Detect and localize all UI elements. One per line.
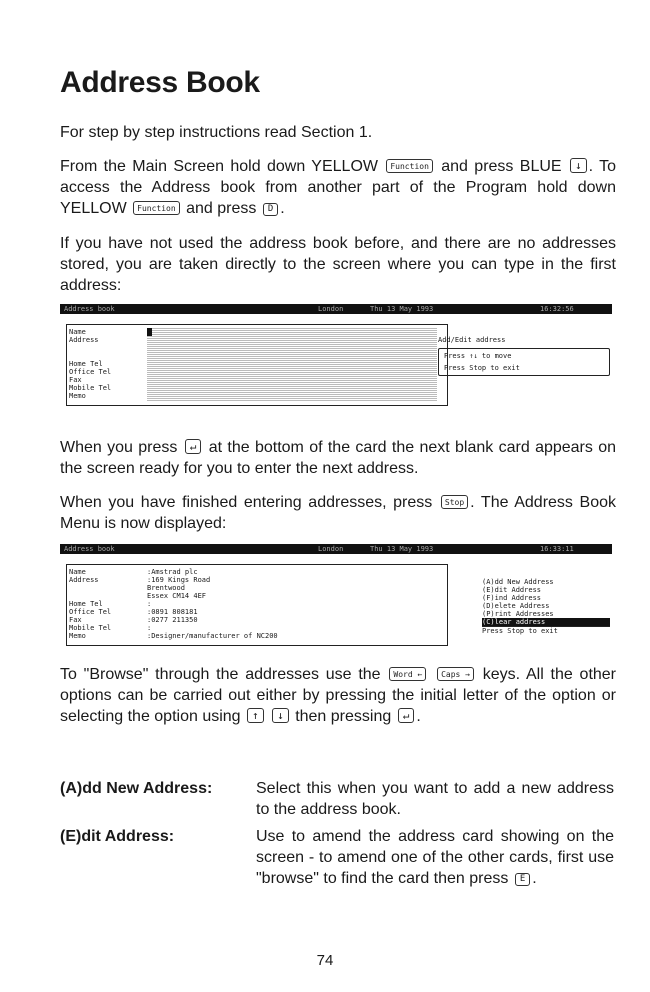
field-label: Home Tel xyxy=(69,600,103,608)
field-label xyxy=(69,584,111,592)
screen-address-menu xyxy=(60,544,612,652)
menu-box xyxy=(438,348,610,376)
page-title: Address Book xyxy=(60,66,260,99)
menu-hint: Press Stop to exit xyxy=(444,364,520,372)
field-labels xyxy=(69,568,111,640)
browse-text-4: . xyxy=(416,708,421,725)
menu-item-add[interactable]: (A)dd New Address xyxy=(482,578,554,586)
field-label: Memo xyxy=(69,392,86,400)
blue-down-key-icon: ↓ xyxy=(570,158,587,173)
definition-desc-text: Use to amend the address card showing on the screen - to amend one of the other cards, first use "browse" to find the card then press xyxy=(256,828,614,887)
field-label: Fax xyxy=(69,616,82,624)
status-bar-2 xyxy=(60,544,612,554)
field-label: Address xyxy=(69,336,99,344)
enter-key-icon: ↵ xyxy=(185,439,202,454)
definition-desc-end: . xyxy=(532,870,537,887)
field-label: Office Tel xyxy=(69,608,112,616)
field-value-memo[interactable]: :Designer/manufacturer of NC200 xyxy=(147,632,278,640)
down-arrow-key-icon: ↓ xyxy=(272,708,289,723)
screen-add-address xyxy=(60,304,612,414)
not-used-paragraph: If you have not used the address book before, and there are no addresses stored, you are taken directly to the screen where you can type in the first address: xyxy=(60,235,616,294)
d-key-icon: D xyxy=(263,203,278,216)
status-time: 16:33:11 xyxy=(540,545,574,553)
browse-text-3: then pressing xyxy=(295,708,392,725)
menu-item-print[interactable]: (P)rint Addresses xyxy=(482,610,554,618)
menu-stop-hint: Press Stop to exit xyxy=(482,626,610,635)
after-enter-text-1: When you press xyxy=(60,439,178,456)
access-text-1: From the Main Screen hold down YELLOW xyxy=(60,158,378,175)
address-card xyxy=(66,324,448,406)
field-value-name[interactable]: :Amstrad plc xyxy=(147,568,198,576)
access-text-5: . xyxy=(280,200,285,217)
status-date: Thu 13 May 1993 xyxy=(370,305,434,313)
field-value-address[interactable]: Essex CM14 4EF xyxy=(147,592,207,600)
field-value-office-tel[interactable]: :0891 808181 xyxy=(147,608,198,616)
field-labels xyxy=(69,328,111,400)
finished-text-1: When you have finished entering addresses, press xyxy=(60,494,433,511)
word-left-key-icon: Word ← xyxy=(389,667,426,681)
access-text-3: . To access the Address book from another part of the Program hold down YELLOW xyxy=(60,158,616,217)
field-label: Memo xyxy=(69,632,86,640)
status-app-name: Address book xyxy=(64,305,115,313)
menu-item-edit[interactable]: (E)dit Address xyxy=(482,586,542,594)
status-date: Thu 13 May 1993 xyxy=(370,545,434,553)
field-values xyxy=(147,568,278,640)
status-app-name: Address book xyxy=(64,545,115,553)
field-label xyxy=(69,352,111,360)
browse-text-1: To "Browse" through the addresses use the xyxy=(60,666,381,683)
field-label xyxy=(69,592,111,600)
function-key-icon-2: Function xyxy=(133,201,180,215)
field-label: Address xyxy=(69,576,99,584)
browse-text-2: keys. All the other options can be carried out either by pressing the initial letter of the option or selecting the option using xyxy=(60,666,617,725)
menu-item-clear[interactable]: (C)lear address xyxy=(482,618,610,626)
access-text-4: and press xyxy=(186,200,257,217)
field-label: Name xyxy=(69,328,86,336)
field-value-home-tel[interactable]: : xyxy=(147,600,152,608)
enter-key-icon-2: ↵ xyxy=(398,708,415,723)
empty-field-area[interactable] xyxy=(147,327,437,401)
after-enter-paragraph xyxy=(60,437,616,479)
status-time: 16:32:56 xyxy=(540,305,574,313)
menu-item-delete[interactable]: (D)elete Address xyxy=(482,602,550,610)
definition-desc xyxy=(256,826,614,889)
status-location: London xyxy=(318,545,344,553)
definition-term: (A)dd New Address: xyxy=(60,780,213,797)
address-book-menu xyxy=(482,578,610,635)
page-number: 74 xyxy=(316,952,334,969)
menu-title: Add/Edit address xyxy=(438,336,506,344)
field-label: Home Tel xyxy=(69,360,103,368)
field-value-mobile-tel[interactable]: : xyxy=(147,624,152,632)
field-value-address[interactable]: :169 Kings Road xyxy=(147,576,211,584)
menu-hint: Press ↑↓ to move xyxy=(444,352,512,360)
finished-paragraph xyxy=(60,492,616,534)
definition-desc: Select this when you want to add a new address to the address book. xyxy=(256,780,614,818)
caps-right-key-icon: Caps → xyxy=(437,667,474,681)
e-key-icon: E xyxy=(515,873,530,886)
field-label: Fax xyxy=(69,376,82,384)
access-paragraph xyxy=(60,156,616,219)
intro-paragraph: For step by step instructions read Section 1. xyxy=(60,124,373,141)
field-label: Mobile Tel xyxy=(69,624,112,632)
field-label: Mobile Tel xyxy=(69,384,112,392)
status-location: London xyxy=(318,305,344,313)
field-label xyxy=(69,344,111,352)
menu-item-find[interactable]: (F)ind Address xyxy=(482,594,542,602)
stop-key-icon: Stop xyxy=(441,495,468,509)
add-edit-menu xyxy=(438,336,610,376)
field-value-address[interactable]: Brentwood xyxy=(147,584,185,592)
browse-paragraph xyxy=(60,664,616,727)
address-card-filled xyxy=(66,564,448,646)
field-label: Office Tel xyxy=(69,368,112,376)
finished-text-2: . The Address Book Menu is now displayed: xyxy=(60,494,616,532)
access-text-2: and press BLUE xyxy=(441,158,562,175)
field-label: Name xyxy=(69,568,86,576)
field-value-fax[interactable]: :0277 211350 xyxy=(147,616,198,624)
text-cursor xyxy=(147,328,152,336)
function-key-icon: Function xyxy=(386,159,433,173)
after-enter-text-2: at the bottom of the card the next blank card appears on the screen ready for you to enter the next address. xyxy=(60,439,617,477)
status-bar xyxy=(60,304,612,314)
up-arrow-key-icon: ↑ xyxy=(247,708,264,723)
definition-term: (E)dit Address: xyxy=(60,828,175,845)
